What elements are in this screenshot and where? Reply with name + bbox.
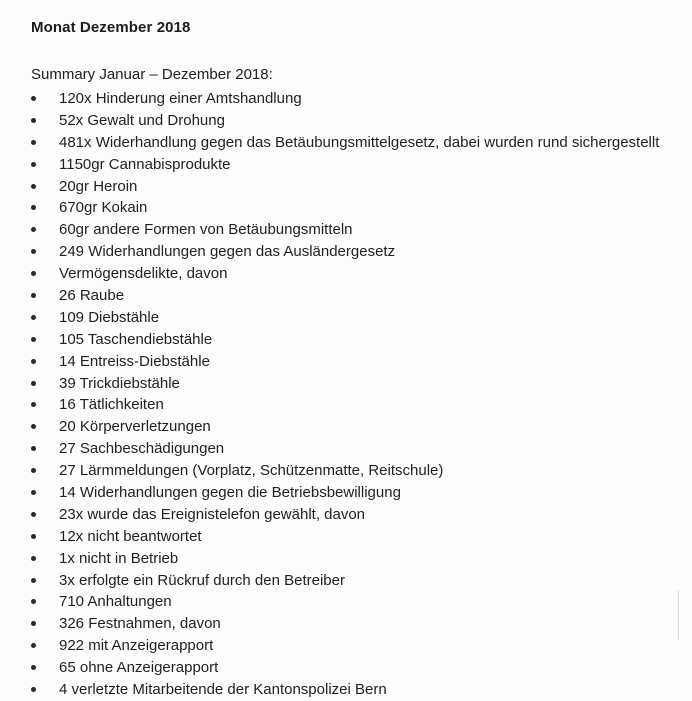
- list-item: [0, 394, 692, 416]
- list-item: [0, 176, 692, 198]
- list-item-text: 4 verletzte Mitarbeitende der Kantonspolizei Bern: [59, 681, 387, 699]
- summary-list: [0, 88, 692, 701]
- list-item: [0, 438, 692, 460]
- bullet-icon: [31, 162, 36, 167]
- list-item-text: 710 Anhaltungen: [59, 593, 172, 611]
- list-item: [0, 526, 692, 548]
- list-item: [0, 197, 692, 219]
- bullet-icon: [31, 578, 36, 583]
- list-item-text: 1150gr Cannabisprodukte: [59, 155, 231, 173]
- bullet-icon: [31, 293, 36, 298]
- list-item-text: 326 Festnahmen, davon: [59, 615, 221, 633]
- list-item: [0, 504, 692, 526]
- list-item: [0, 657, 692, 679]
- bullet-icon: [31, 468, 36, 473]
- list-item-text: 65 ohne Anzeigerapport: [59, 659, 219, 677]
- list-item: [0, 613, 692, 635]
- list-item-text: 23x wurde das Ereignistelefon gewählt, davon: [59, 505, 366, 523]
- list-item-text: 12x nicht beantwortet: [59, 527, 202, 545]
- list-item-text: 20 Körperverletzungen: [59, 418, 211, 436]
- bullet-icon: [31, 359, 36, 364]
- list-item-text: 39 Trickdiebstähle: [59, 374, 180, 392]
- list-item: [0, 460, 692, 482]
- bullet-icon: [31, 140, 36, 145]
- list-item-text: 14 Widerhandlungen gegen die Betriebsbewilligung: [59, 484, 401, 502]
- bullet-icon: [31, 490, 36, 495]
- bullet-icon: [31, 424, 36, 429]
- bullet-icon: [31, 534, 36, 539]
- list-item: [0, 591, 692, 613]
- list-item-text: 60gr andere Formen von Betäubungsmitteln: [59, 221, 353, 239]
- bullet-icon: [31, 227, 36, 232]
- list-item-text: 52x Gewalt und Drohung: [59, 111, 225, 129]
- list-item-text: 27 Lärmmeldungen (Vorplatz, Schützenmatte, Reitschule): [59, 462, 444, 480]
- list-item-text: 26 Raube: [59, 287, 125, 305]
- bullet-icon: [31, 687, 36, 692]
- bullet-icon: [31, 315, 36, 320]
- list-item: [0, 263, 692, 285]
- list-item-text: 14 Entreiss-Diebstähle: [59, 352, 210, 370]
- list-item: [0, 132, 692, 154]
- list-item: [0, 219, 692, 241]
- list-item-text: 3x erfolgte ein Rückruf durch den Betreiber: [59, 571, 345, 589]
- list-item: [0, 548, 692, 570]
- bullet-icon: [31, 643, 36, 648]
- list-item-text: Vermögensdelikte, davon: [59, 265, 228, 283]
- list-item: [0, 416, 692, 438]
- list-item-text: 481x Widerhandlung gegen das Betäubungsmittelgesetz, dabei wurden rund sichergestellt: [59, 133, 660, 151]
- bullet-icon: [31, 381, 36, 386]
- list-item: [0, 482, 692, 504]
- list-item: [0, 679, 692, 701]
- bullet-icon: [31, 337, 36, 342]
- list-item: [0, 241, 692, 263]
- list-item-text: 105 Taschendiebstähle: [59, 330, 213, 348]
- bullet-icon: [31, 446, 36, 451]
- list-item: [0, 110, 692, 132]
- list-item: [0, 351, 692, 373]
- bullet-icon: [31, 184, 36, 189]
- bullet-icon: [31, 96, 36, 101]
- bullet-icon: [31, 271, 36, 276]
- list-item: [0, 307, 692, 329]
- list-item: [0, 154, 692, 176]
- bullet-icon: [31, 118, 36, 123]
- scan-artifact: [678, 590, 679, 640]
- bullet-icon: [31, 599, 36, 604]
- bullet-icon: [31, 205, 36, 210]
- list-item: [0, 570, 692, 592]
- bullet-icon: [31, 512, 36, 517]
- page-title: Monat Dezember 2018: [31, 19, 191, 36]
- bullet-icon: [31, 556, 36, 561]
- list-item-text: 670gr Kokain: [59, 199, 148, 217]
- list-item-text: 27 Sachbeschädigungen: [59, 440, 225, 458]
- list-item: [0, 329, 692, 351]
- list-item-text: 16 Tätlichkeiten: [59, 396, 164, 414]
- bullet-icon: [31, 665, 36, 670]
- bullet-icon: [31, 402, 36, 407]
- list-item-text: 120x Hinderung einer Amtshandlung: [59, 90, 302, 107]
- list-item: [0, 635, 692, 657]
- list-item: [0, 88, 692, 110]
- summary-label: Summary Januar – Dezember 2018:: [31, 66, 273, 83]
- list-item-text: 922 mit Anzeigerapport: [59, 637, 214, 655]
- list-item: [0, 285, 692, 307]
- bullet-icon: [31, 621, 36, 626]
- list-item-text: 20gr Heroin: [59, 177, 138, 195]
- list-item-text: 249 Widerhandlungen gegen das Ausländergesetz: [59, 243, 396, 261]
- list-item-text: 109 Diebstähle: [59, 308, 160, 326]
- list-item: [0, 373, 692, 395]
- list-item-text: 1x nicht in Betrieb: [59, 549, 179, 567]
- bullet-icon: [31, 249, 36, 254]
